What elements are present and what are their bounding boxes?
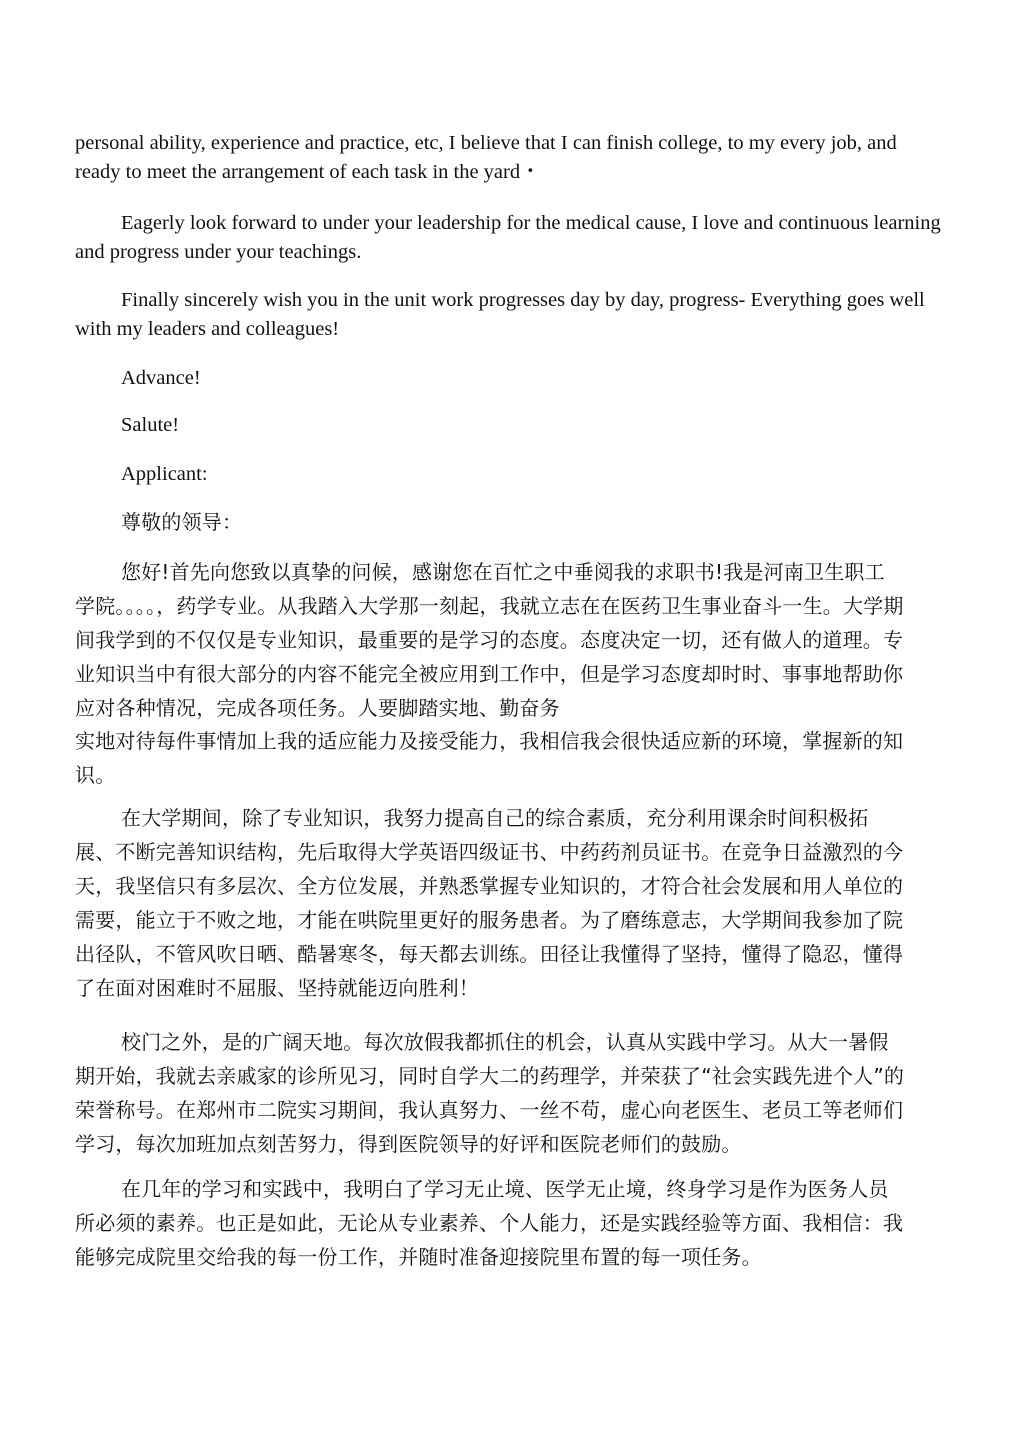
english-paragraph-leadership: Eagerly look forward to under your leadership for the medical cause, I love and continuous learning and progress under your teachings. xyxy=(75,212,941,263)
chinese-paragraph-introduction-continued: 实地对待每件事情加上我的适应能力及接受能力，我相信我会很快适应新的环境，掌握新的知识。 xyxy=(75,729,904,787)
chinese-paragraph-learning: 在几年的学习和实践中，我明白了学习无止境、医学无止境，终身学习是作为医务人员所必须的素养。也正是如此，无论从专业素养、个人能力，还是实践经验等方面、我相信：我能够完成院里交给我的每一份工作，并随时准备迎接院里布置的每一项任务。 xyxy=(75,1177,904,1269)
closing-advance: Advance! xyxy=(121,367,201,389)
closing-salute: Salute! xyxy=(121,414,180,436)
applicant-label: Applicant: xyxy=(121,463,208,485)
chinese-paragraph-practice: 校门之外，是的广阔天地。每次放假我都抓住的机会，认真从实践中学习。从大一暑假期开始，我就去亲戚家的诊所见习，同时自学大二的药理学，并荣获了“社会实践先进个人”的荣誉称号。在郑州市二院实习期间，我认真努力、一丝不苟，虚心向老医生、老员工等老师们学习，每次加班加点刻苦努力，得到医院领导的好评和医院老师们的鼓励。 xyxy=(75,1030,905,1156)
chinese-paragraph-introduction: 您好!首先向您致以真挚的问候，感谢您在百忙之中垂阅我的求职书!我是河南卫生职工学院。。。。，药学专业。从我踏入大学那一刻起，我就立志在在医药卫生事业奋斗一生。大学期间我学到的不仅仅是专业知识，最重要的是学习的态度。态度决定一切，还有做人的道理。专业知识当中有很大部分的内容不能完全被应用到工作中，但是学习态度却时时、事事地帮助你应对各种情况，完成各项任务。人要脚踏实地、勤奋务 xyxy=(75,560,904,720)
chinese-salutation: 尊敬的领导： xyxy=(121,510,243,534)
english-paragraph-continuation: personal ability, experience and practice, etc, I believe that I can finish college, to my every job, and ready to meet the arrangement of each task in the yard・ xyxy=(75,132,897,183)
english-paragraph-wishes: Finally sincerely wish you in the unit work progresses day by day, progress- Everything goes well with my leaders and colleagues! xyxy=(75,289,925,340)
chinese-paragraph-university: 在大学期间，除了专业知识，我努力提高自己的综合素质，充分利用课余时间积极拓展、不断完善知识结构，先后取得大学英语四级证书、中药药剂员证书。在竞争日益激烈的今天，我坚信只有多层次、全方位发展，并熟悉掌握专业知识的，才符合社会发展和用人单位的需要，能立于不败之地，才能在哄院里更好的服务患者。为了磨练意志，大学期间我参加了院出径队，不管风吹日晒、酷暑寒冬，每天都去训练。田径让我懂得了坚持，懂得了隐忍，懂得了在面对困难时不屈服、坚持就能迈向胜利！ xyxy=(75,806,904,1000)
